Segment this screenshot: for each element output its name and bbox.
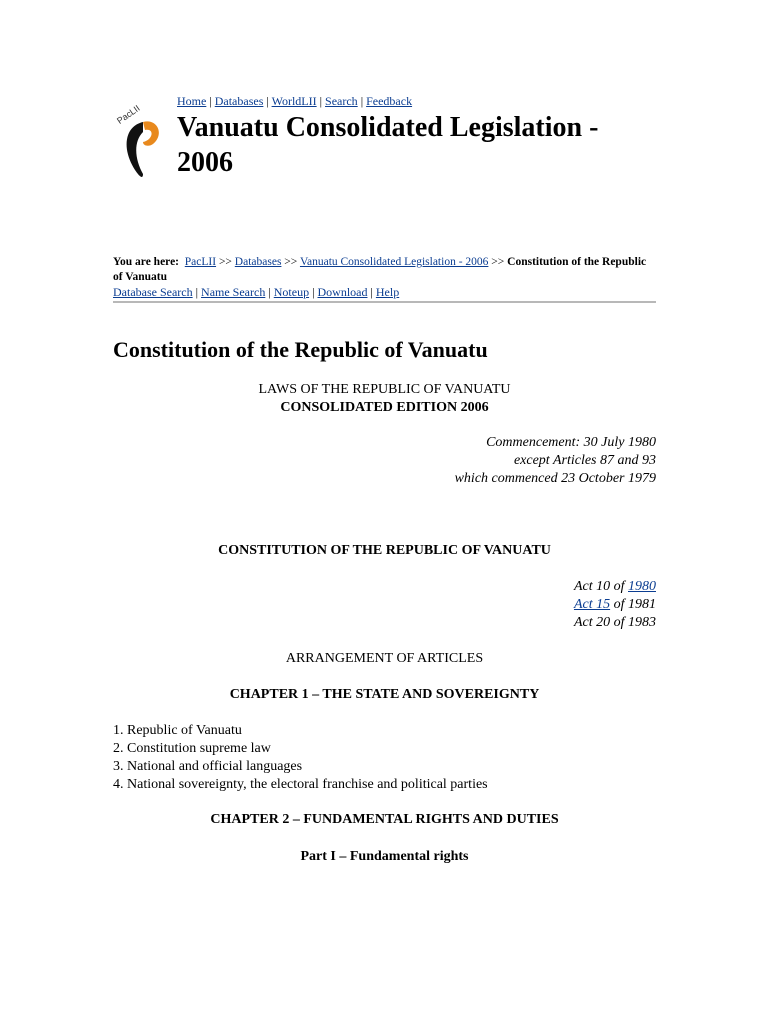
breadcrumb-databases[interactable]: Databases: [234, 256, 282, 268]
commencement-line: which commenced 23 October 1979: [454, 471, 656, 486]
list-item: 1. Republic of Vanuatu: [113, 723, 242, 738]
nav-separator: |: [266, 94, 269, 108]
breadcrumb-current: Constitution of the Republic of Vanuatu: [113, 256, 647, 283]
part-1-heading: Part I – Fundamental rights: [300, 849, 469, 864]
site-title: Vanuatu Consolidated Legislation - 2006: [177, 112, 599, 178]
search-link[interactable]: Search: [325, 94, 358, 108]
help-link[interactable]: Help: [375, 285, 400, 299]
document-title: Constitution of the Republic of Vanuatu: [113, 337, 488, 362]
breadcrumb-prefix: You are here:: [113, 256, 180, 268]
name-search-link[interactable]: Name Search: [201, 285, 266, 299]
act-line: [113, 578, 656, 596]
breadcrumb-separator: >>: [491, 256, 505, 268]
worldlii-link[interactable]: WorldLII: [271, 94, 317, 108]
act-1980-link[interactable]: 1980: [628, 579, 656, 594]
nav-separator: |: [319, 94, 323, 108]
document-toolbar: [113, 285, 656, 303]
paclii-logo-icon[interactable]: [113, 100, 165, 180]
act-line: Act 20 of 1983: [573, 615, 656, 630]
laws-heading: [113, 381, 656, 417]
chapter-1-heading: CHAPTER 1 – THE STATE AND SOVEREIGNTY: [229, 687, 540, 702]
constitution-heading: CONSTITUTION OF THE REPUBLIC OF VANUATU: [218, 543, 551, 558]
nav-separator: |: [268, 285, 271, 299]
download-link[interactable]: Download: [317, 285, 368, 299]
breadcrumb-paclii[interactable]: PacLII: [184, 256, 217, 268]
nav-separator: |: [370, 285, 373, 299]
database-search-link[interactable]: Database Search: [113, 285, 193, 299]
act-15-link[interactable]: Act 15: [573, 597, 611, 612]
list-item: 3. National and official languages: [113, 759, 303, 774]
logo-text: PacLII: [115, 103, 142, 126]
home-link[interactable]: Home: [177, 94, 207, 108]
breadcrumb-separator: >>: [284, 256, 298, 268]
breadcrumb-separator: >>: [218, 256, 232, 268]
site-header: [113, 94, 673, 190]
breadcrumb: [113, 255, 656, 285]
act-2-suffix: of 1981: [610, 597, 656, 612]
feedback-link[interactable]: Feedback: [366, 94, 413, 108]
top-navigation: [177, 94, 412, 109]
list-item: 2. Constitution supreme law: [113, 741, 271, 756]
act-1-prefix: Act 10 of: [573, 579, 628, 594]
chapter-2-heading: CHAPTER 2 – FUNDAMENTAL RIGHTS AND DUTIES: [210, 812, 559, 827]
laws-line-1: LAWS OF THE REPUBLIC OF VANUATU: [258, 382, 511, 397]
nav-separator: |: [312, 285, 315, 299]
article-list: [113, 722, 656, 794]
noteup-link[interactable]: Noteup: [273, 285, 310, 299]
act-line: [113, 596, 656, 614]
breadcrumb-vanuatu-legislation[interactable]: Vanuatu Consolidated Legislation - 2006: [299, 256, 489, 268]
commencement-line: Commencement: 30 July 1980: [486, 435, 656, 450]
laws-line-2: CONSOLIDATED EDITION 2006: [280, 400, 489, 415]
list-item: 4. National sovereignty, the electoral franchise and political parties: [113, 777, 488, 792]
acts-block: [113, 578, 656, 632]
arrangement-heading: ARRANGEMENT OF ARTICLES: [285, 651, 484, 666]
nav-separator: |: [209, 94, 212, 108]
commencement-line: except Articles 87 and 93: [513, 453, 656, 468]
commencement-block: [113, 434, 656, 488]
nav-separator: |: [195, 285, 199, 299]
nav-separator: |: [360, 94, 364, 108]
databases-link[interactable]: Databases: [214, 94, 264, 108]
